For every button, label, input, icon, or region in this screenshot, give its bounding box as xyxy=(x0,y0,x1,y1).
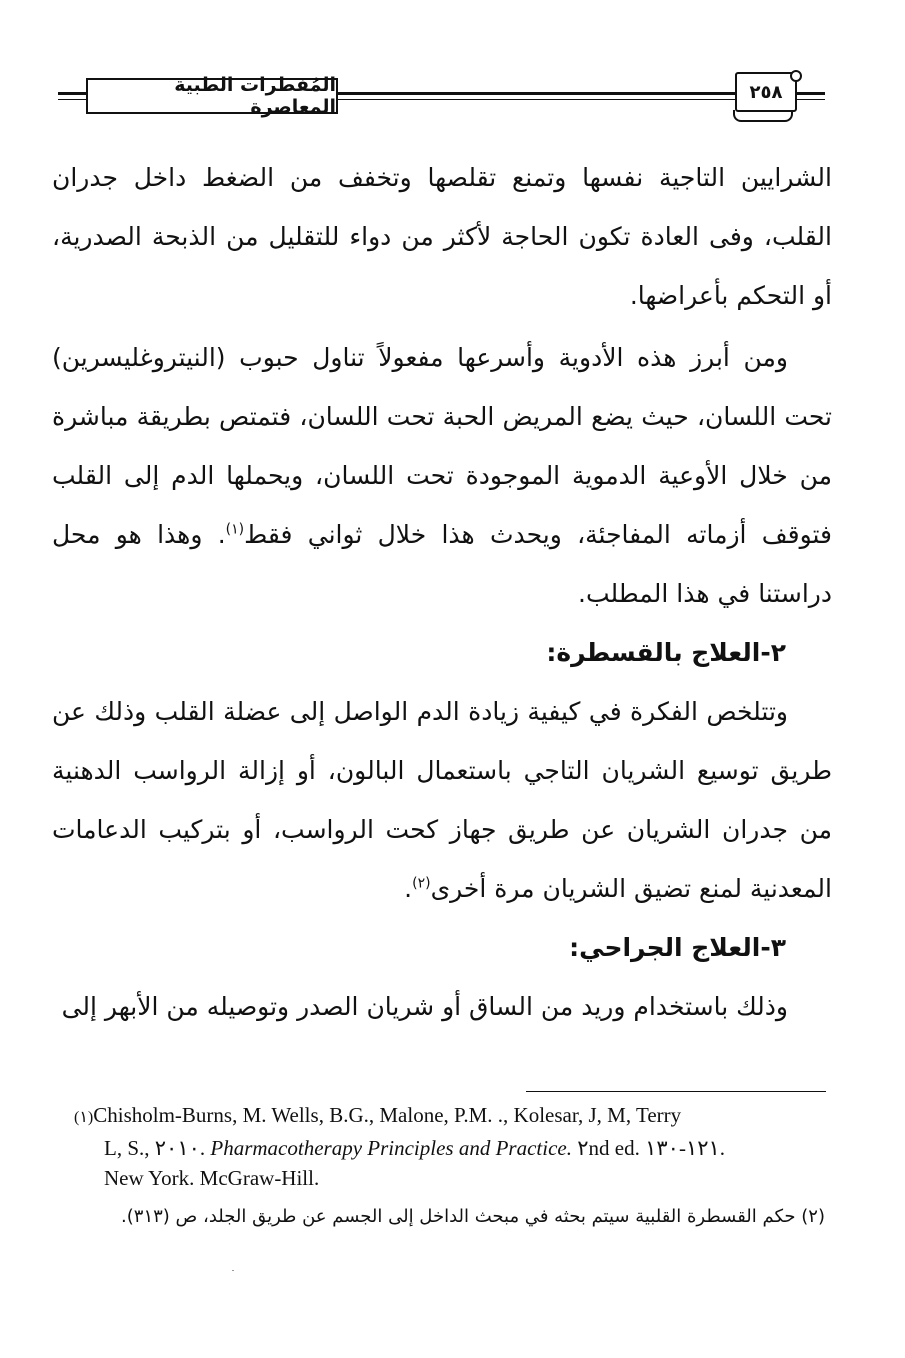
main-text xyxy=(52,148,832,1036)
footnote-1 xyxy=(74,1100,834,1193)
header-rule-right-inner xyxy=(797,99,825,100)
paragraph-3-tail: . xyxy=(404,874,413,903)
paragraph-3-text: وتتلخص الفكرة في كيفية زيادة الدم الواصل إلى عضلة القلب وذلك عن طريق توسيع الشريان التاجي باستعمال البالون، أو إزالة الرواسب الدهنية من جدران الشريان عن طريق جهاز كحت الرواسب، أو بتركيب الدعامات المعدنية لمنع تضيق الشريان مرة أخرى xyxy=(52,697,832,903)
footnote-1-line-2 xyxy=(74,1133,834,1163)
footnote-1-line-1: Chisholm-Burns, M. Wells, B.G., Malone, P.M. ., Kolesar, J, M, Terry xyxy=(93,1103,682,1127)
footnote-2: (٢) حكم القسطرة القلبية سيتم بحثه في مبحث الداخل إلى الجسم عن طريق الجلد، ص (٣١٣). xyxy=(121,1206,825,1227)
running-title: المُفطرات الطبية المعاصرة xyxy=(174,74,336,118)
footnote-1-line-2-a: L, S., ٢٠١٠. xyxy=(104,1136,211,1160)
scroll-curl-icon xyxy=(790,70,802,82)
header-rule-middle-inner xyxy=(338,99,735,100)
page-header xyxy=(0,0,905,130)
section-heading-catheterization: ٢-العلاج بالقسطرة: xyxy=(546,638,786,667)
paragraph-4: وذلك باستخدام وريد من الساق أو شريان الصدر وتوصيله من الأبهر إلى xyxy=(61,992,788,1021)
page-number: ٢٥٨ xyxy=(749,81,783,103)
header-rule-left-outer xyxy=(58,92,86,95)
footnote-1-book-title: Pharmacotherapy Principles and Practice. xyxy=(210,1136,572,1160)
paragraph-3 xyxy=(52,682,832,918)
footnote-1-line-2-b: ٢nd ed. ١٢١-١٣٠. xyxy=(571,1136,726,1160)
footnote-ref-2: (٢) xyxy=(412,875,431,892)
paragraph-2-tail: . وهذا هو محل دراستنا في هذا المطلب. xyxy=(52,520,832,608)
paragraph-1: الشرايين التاجية نفسها وتمنع تقلصها وتخفف من الضغط داخل جدران القلب، وفى العادة تكون الحاجة لأكثر من دواء للتقليل من الذبحة الصدرية، أو التحكم بأعراضها. xyxy=(52,163,832,310)
header-rule-right-outer xyxy=(797,92,825,95)
footnote-ref-1: (١) xyxy=(225,521,245,538)
header-rule-middle-outer xyxy=(338,92,735,95)
page-number-box xyxy=(735,72,797,112)
footnote-1-mark: (١) xyxy=(74,1109,94,1126)
footnote-separator xyxy=(526,1091,826,1092)
scan-speck xyxy=(232,1270,234,1271)
paragraph-2-text: ومن أبرز هذه الأدوية وأسرعها مفعولاً تناول حبوب (النيتروغليسرين) تحت اللسان، حيث يضع المريض الحبة تحت اللسان، فتمتص بطريقة مباشرة من خلال الأوعية الدموية الموجودة تحت اللسان، ويحملها الدم إلى القلب فتوقف أزماته المفاجئة، ويحدث هذا خلال ثواني فقط xyxy=(52,343,832,549)
section-heading-surgical: ٣-العلاج الجراحي: xyxy=(569,933,786,962)
paragraph-2 xyxy=(52,328,832,623)
header-rule-left-inner xyxy=(58,99,86,100)
running-title-box xyxy=(86,74,338,118)
footnote-1-line-3: New York. McGraw-Hill. xyxy=(104,1166,320,1190)
